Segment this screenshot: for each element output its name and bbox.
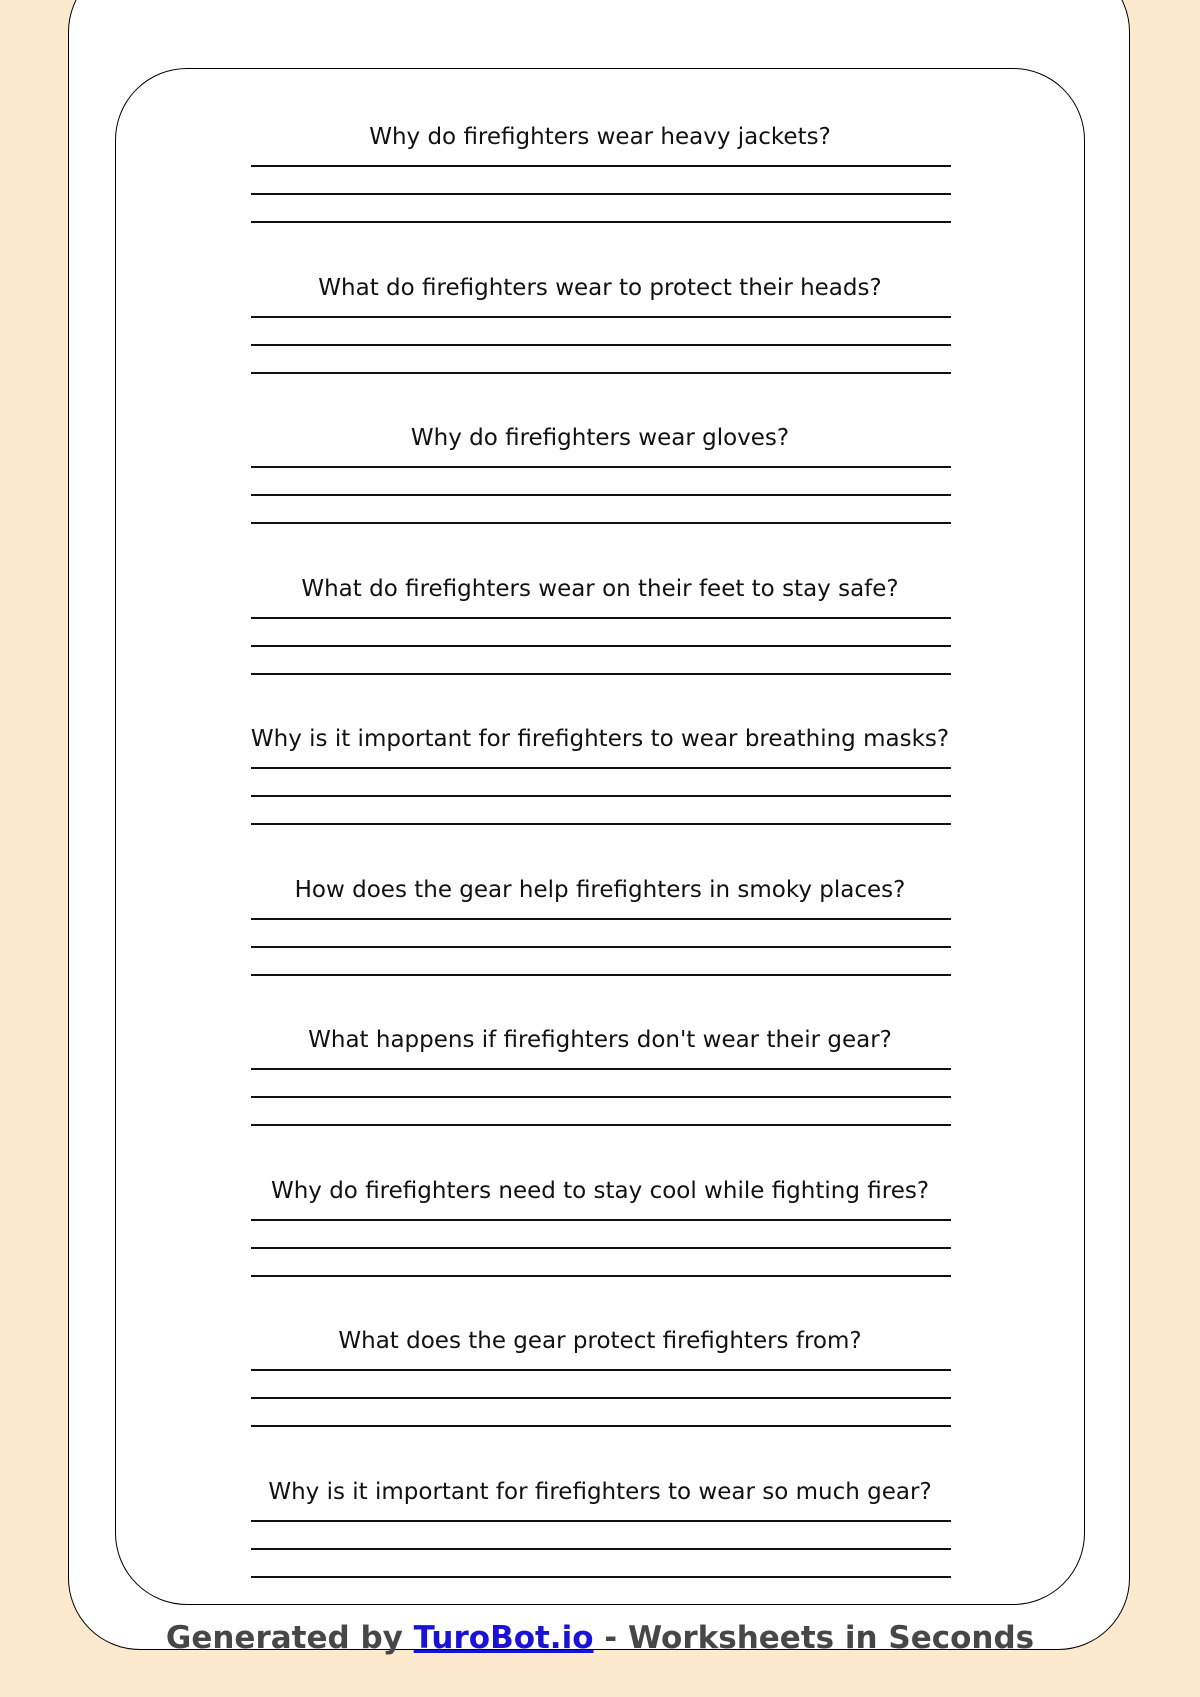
answer-line[interactable]: [251, 522, 951, 524]
answer-line[interactable]: [251, 1275, 951, 1277]
question-text: Why do firefighters need to stay cool while fighting fires?: [270, 1177, 930, 1204]
answer-line[interactable]: [251, 1576, 951, 1578]
answer-line[interactable]: [251, 316, 951, 318]
answer-line[interactable]: [251, 1247, 951, 1249]
answer-line[interactable]: [251, 1068, 951, 1070]
answer-line[interactable]: [251, 1096, 951, 1098]
answer-line[interactable]: [251, 1397, 951, 1399]
question-text: What do firefighters wear on their feet to stay safe?: [301, 575, 899, 602]
answer-line[interactable]: [251, 344, 951, 346]
answer-line[interactable]: [251, 1124, 951, 1126]
question-text: What happens if firefighters don't wear their gear?: [308, 1027, 892, 1053]
answer-line[interactable]: [251, 974, 951, 976]
answer-line[interactable]: [251, 1520, 951, 1522]
answer-line[interactable]: [251, 918, 951, 920]
question-text: Why is it important for firefighters to wear breathing masks?: [250, 726, 950, 752]
question-text: Why do firefighters wear gloves?: [410, 425, 790, 451]
answer-line[interactable]: [251, 494, 951, 496]
question-text: How does the gear help firefighters in smoky places?: [294, 876, 906, 903]
question-text: Why is it important for firefighters to wear so much gear?: [268, 1478, 932, 1505]
answer-line[interactable]: [251, 221, 951, 223]
footer-suffix: - Worksheets in Seconds: [593, 1620, 1035, 1656]
answer-line[interactable]: [251, 193, 951, 195]
answer-line[interactable]: [251, 795, 951, 797]
answer-line[interactable]: [251, 823, 951, 825]
answer-line[interactable]: [251, 466, 951, 468]
question-text: What do firefighters wear to protect their heads?: [318, 274, 882, 301]
answer-line[interactable]: [251, 165, 951, 167]
questions-panel: [115, 68, 1085, 1605]
answer-line[interactable]: [251, 767, 951, 769]
question-text: Why do firefighters wear heavy jackets?: [369, 124, 831, 150]
turobot-link[interactable]: TuroBot.io: [413, 1620, 594, 1656]
answer-line[interactable]: [251, 1548, 951, 1550]
answer-line[interactable]: [251, 372, 951, 374]
answer-line[interactable]: [251, 673, 951, 675]
answer-line[interactable]: [251, 1219, 951, 1221]
question-text: What does the gear protect firefighters from?: [338, 1328, 862, 1354]
footer-prefix: Generated by: [165, 1620, 414, 1656]
answer-line[interactable]: [251, 1369, 951, 1371]
answer-line[interactable]: [251, 617, 951, 619]
answer-line[interactable]: [251, 645, 951, 647]
answer-line[interactable]: [251, 946, 951, 948]
answer-line[interactable]: [251, 1425, 951, 1427]
footer: [0, 1620, 1200, 1656]
